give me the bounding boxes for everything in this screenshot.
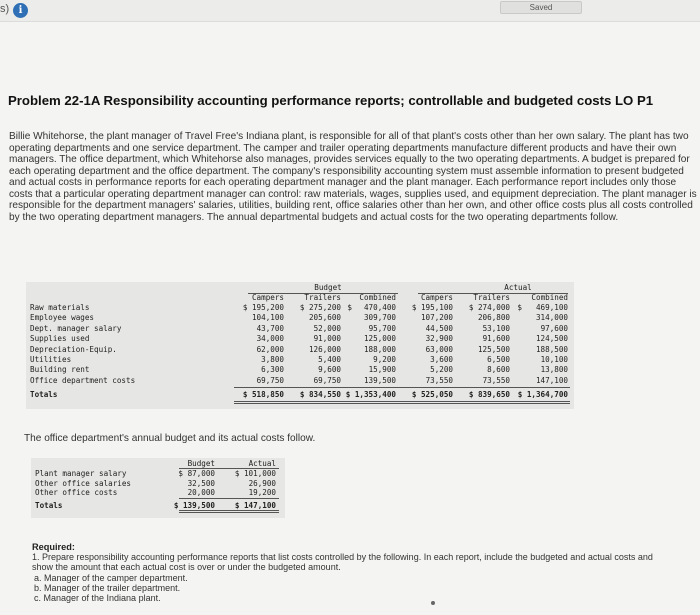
table-cell: 314,000: [535, 313, 568, 323]
totals-row: [26, 390, 574, 401]
table-cell: 139,500: [363, 375, 396, 385]
table-cell: $ 195,100: [411, 303, 453, 312]
table-cell: $ 1,364,700: [517, 390, 568, 400]
table-cell: 69,750: [256, 375, 284, 385]
table-cell: 206,800: [477, 313, 510, 323]
col-head: Combined: [359, 293, 396, 302]
row-label: Totals: [30, 390, 58, 400]
table-cell: 91,600: [482, 334, 510, 344]
problem-description: Billie Whitehorse, the plant manager of Travel Free's Indiana plant, is responsible for all of that plant's costs other than her own salary. The plant has two operating departments and one service department. The camper and trailer operating departments manufacture different products and have their own managers. The office department, which Whitehorse also manages, provides services equally to the two operating departments. A budget is prepared for each operating department and the office department. The company's responsibility accounting system must assemble information to present budgeted and actual costs in performance reports for each operating department manager and the plant manager. Each performance report includes only those costs that a particular operating department manager can control: raw materials, wages, supplies used, and equipment depreciation. The plant manager is responsible for the department managers' salaries, utilities, building rent, office salaries other than her own, and other office costs plus all costs controlled by the two operating department managers. The annual departmental budgets and actual costs for the two operating departments follow.: [9, 131, 697, 223]
required-instruction: 1. Prepare responsibility accounting performance reports that list costs controlled by the following. In each report, include the budgeted and actual costs and show the amount that each actual cost is over or under the budgeted amount.: [32, 552, 653, 573]
office-cell: 20,000: [187, 488, 215, 498]
table-cell: 69,750: [313, 375, 341, 385]
required-item-a: a. Manager of the camper department.: [34, 572, 188, 583]
office-row-label: Totals: [35, 500, 63, 510]
previous-item-fragment: s): [0, 3, 10, 15]
col-head: Trailers: [304, 293, 341, 302]
info-icon[interactable]: i: [13, 3, 28, 18]
table-cell: 44,500: [425, 323, 453, 333]
required-section: [32, 542, 672, 603]
table-cell: $ 275,200: [299, 303, 341, 312]
col-head: Trailers: [473, 293, 510, 302]
table-cell: 52,000: [313, 323, 341, 333]
row-label: Building rent: [30, 365, 90, 375]
office-header-underline: [179, 468, 279, 469]
table-row: [26, 376, 574, 387]
table-cell: 73,550: [482, 375, 510, 385]
office-cell: 26,900: [248, 478, 276, 488]
table-cell: $ 1,353,400: [345, 390, 396, 400]
problem-title: Problem 22-1A Responsibility accounting performance reports; controllable and budgeted costs LO P1: [8, 93, 654, 108]
department-costs-table: [26, 282, 574, 409]
table-cell: 3,800: [261, 355, 284, 364]
table-cell: $: [347, 303, 352, 312]
office-cell: $ 139,500: [173, 500, 215, 510]
table-cell: 15,900: [368, 365, 396, 375]
office-cell: $ 101,000: [234, 469, 276, 478]
table-cell: 62,000: [256, 344, 284, 354]
required-item-b: b. Manager of the trailer department.: [34, 582, 181, 593]
table-cell: 147,100: [535, 375, 568, 385]
table-cell: $ 834,550: [299, 390, 341, 400]
mouse-cursor: [431, 601, 435, 605]
table-cell: 5,200: [430, 365, 453, 375]
table-row: [26, 313, 574, 324]
office-intro-text: The office department's annual budget and its actual costs follow.: [24, 433, 316, 444]
table-cell: 107,200: [420, 313, 453, 323]
table-cell: 43,700: [256, 323, 284, 333]
office-col-head: Actual: [248, 459, 276, 468]
table-cell: 10,100: [540, 355, 568, 364]
table-cell: 9,200: [373, 355, 396, 364]
table-row: [26, 303, 574, 314]
office-row: [31, 488, 285, 499]
group-budget-label: Budget: [314, 283, 342, 292]
table-cell: 8,600: [487, 365, 510, 375]
table-row: [26, 334, 574, 345]
office-cell: $ 147,100: [234, 500, 276, 510]
table-cell: 34,000: [256, 334, 284, 344]
top-bar: [0, 0, 700, 22]
column-header-row: [26, 293, 574, 304]
table-cell: 205,600: [308, 313, 341, 323]
totals-divider: [234, 387, 570, 388]
row-label: Dept. manager salary: [30, 323, 122, 333]
table-cell: 309,700: [363, 313, 396, 323]
table-cell: 469,100: [535, 303, 568, 312]
table-cell: $ 518,850: [242, 390, 284, 400]
table-cell: 32,900: [425, 334, 453, 344]
required-heading: Required:: [32, 542, 75, 552]
table-cell: 95,700: [368, 323, 396, 333]
table-cell: 188,500: [535, 344, 568, 354]
row-label: Office department costs: [30, 375, 136, 385]
col-head: Campers: [251, 293, 284, 302]
table-cell: 73,550: [425, 375, 453, 385]
table-cell: 53,100: [482, 323, 510, 333]
table-cell: 6,500: [487, 355, 510, 364]
table-row: [26, 324, 574, 335]
table-cell: 125,500: [477, 344, 510, 354]
table-cell: 125,000: [363, 334, 396, 344]
table-row: [26, 355, 574, 366]
row-label: Employee wages: [30, 313, 95, 323]
table-cell: 126,000: [308, 344, 341, 354]
office-col-head: Budget: [187, 459, 215, 468]
row-label: Depreciation-Equip.: [30, 344, 117, 354]
table-cell: 63,000: [425, 344, 453, 354]
table-row: [26, 365, 574, 376]
office-row-label: Other office costs: [35, 488, 118, 498]
row-label: Supplies used: [30, 334, 90, 344]
table-cell: $ 525,050: [411, 390, 453, 400]
office-cell: 19,200: [248, 488, 276, 498]
row-label: Raw materials: [30, 303, 90, 312]
row-label: Utilities: [30, 355, 72, 364]
table-cell: 13,800: [540, 365, 568, 375]
office-totals-double-underline: [179, 510, 279, 513]
table-cell: $: [517, 303, 522, 312]
table-cell: 9,600: [318, 365, 341, 375]
office-row-label: Plant manager salary: [35, 469, 127, 478]
office-cell: 32,500: [187, 478, 215, 488]
table-cell: 470,400: [363, 303, 396, 312]
table-cell: $ 195,200: [242, 303, 284, 312]
office-costs-table: [31, 458, 285, 518]
table-row: [26, 345, 574, 356]
col-head: Combined: [531, 293, 568, 302]
table-cell: 91,000: [313, 334, 341, 344]
table-cell: 124,500: [535, 334, 568, 344]
table-cell: $ 839,650: [468, 390, 510, 400]
office-cell: $ 87,000: [178, 469, 215, 478]
table-cell: 6,300: [261, 365, 284, 375]
saved-status-badge: Saved: [500, 1, 582, 14]
col-head: Campers: [420, 293, 453, 302]
table-cell: 188,000: [363, 344, 396, 354]
required-item-c: c. Manager of the Indiana plant.: [34, 593, 161, 604]
table-cell: 104,100: [251, 313, 284, 323]
table-cell: 5,400: [318, 355, 341, 364]
table-cell: 3,600: [430, 355, 453, 364]
table-cell: $ 274,000: [468, 303, 510, 312]
group-actual-label: Actual: [504, 283, 532, 292]
group-header-row: [26, 283, 574, 294]
office-row-label: Other office salaries: [35, 478, 132, 488]
table-cell: 97,600: [540, 323, 568, 333]
office-totals-divider: [179, 498, 279, 499]
totals-double-underline: [234, 401, 570, 404]
